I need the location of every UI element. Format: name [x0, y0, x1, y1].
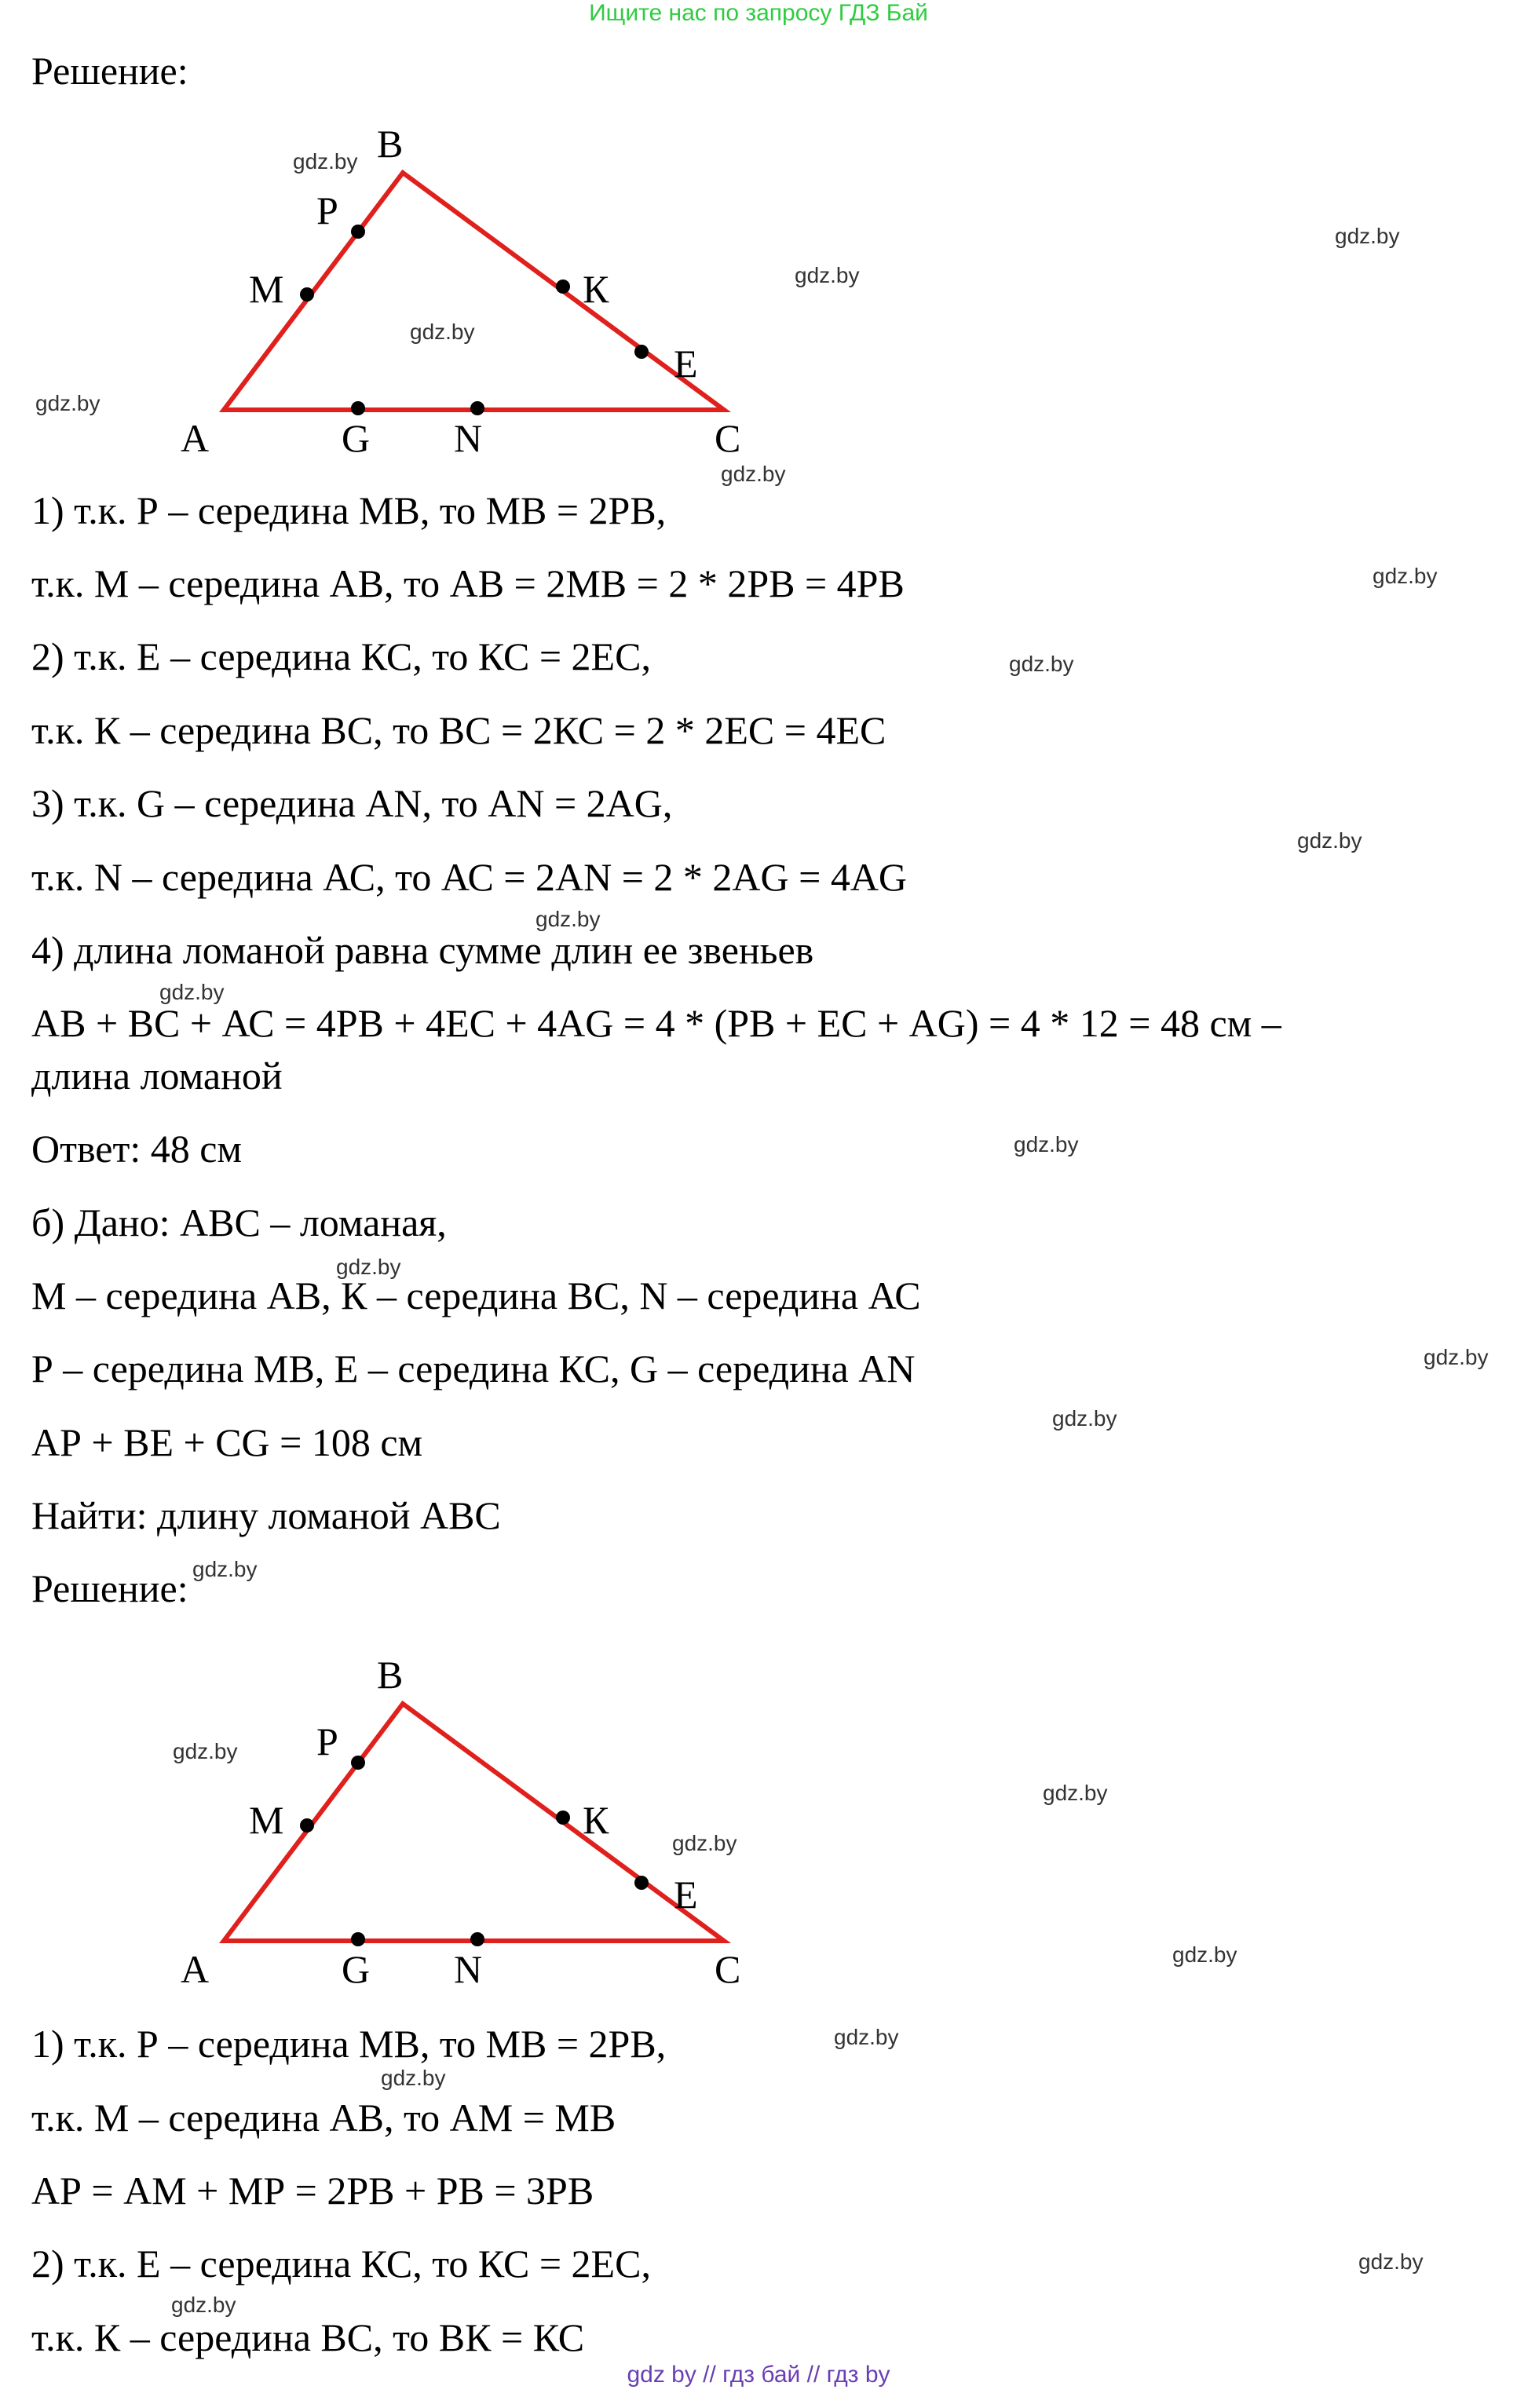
top-banner[interactable]: Ищите нас по запросу ГДЗ Бай — [589, 0, 928, 26]
triangle-abc — [224, 173, 724, 410]
watermark: gdz.by — [1043, 1781, 1108, 1805]
point-n — [470, 401, 484, 415]
point-g — [351, 401, 365, 415]
label-k-2: К — [583, 1798, 609, 1842]
step-3a: 3) т.к. G – середина AN, то AN = 2AG, — [31, 781, 673, 825]
point-p-2 — [351, 1756, 365, 1770]
watermark: gdz.by — [336, 1255, 401, 1279]
b-step-2b: т.к. К – середина ВС, то ВК = КС — [31, 2315, 585, 2359]
step-1a: 1) т.к. Р – середина МВ, то МВ = 2РВ, — [31, 488, 667, 532]
label-c: C — [715, 416, 741, 460]
step-4b: АВ + ВС + АС = 4РВ + 4ЕС + 4AG = 4 * (РВ + ЕС + AG) = 4 * 12 = 48 см – — [31, 1001, 1281, 1045]
label-e: E — [674, 342, 698, 385]
label-m: M — [249, 267, 284, 311]
b-step-1b: т.к. М – середина АВ, то АМ = МВ — [31, 2096, 616, 2139]
label-b-2: B — [377, 1653, 404, 1697]
triangle-figure-2 — [0, 1641, 785, 2002]
watermark: gdz.by — [834, 2025, 899, 2049]
label-n-2: N — [454, 1947, 483, 1991]
point-n-2 — [470, 1932, 484, 1946]
watermark: gdz.by — [381, 2066, 446, 2090]
given-2: Р – середина МВ, Е – середина КС, G – середина AN — [31, 1347, 916, 1390]
label-g-2: G — [342, 1947, 371, 1991]
label-a-2: A — [181, 1947, 210, 1991]
b-step-2a: 2) т.к. Е – середина КС, то КС = 2ЕС, — [31, 2242, 651, 2286]
watermark: gdz.by — [1373, 564, 1438, 588]
answer-a: Ответ: 48 см — [31, 1127, 243, 1171]
label-p-2: P — [316, 1719, 338, 1763]
point-g-2 — [351, 1932, 365, 1946]
label-k: К — [583, 267, 609, 311]
point-k-2 — [556, 1811, 570, 1825]
watermark: gdz.by — [672, 1831, 737, 1855]
watermark: gdz.by — [1014, 1132, 1079, 1156]
b-step-1c: АР = АМ + МР = 2РВ + РВ = 3РВ — [31, 2169, 594, 2213]
point-k — [556, 280, 570, 294]
step-2a: 2) т.к. Е – середина КС, то КС = 2ЕС, — [31, 634, 651, 678]
watermark: gdz.by — [536, 907, 601, 931]
triangle-figure-1 — [0, 118, 785, 479]
watermark: gdz.by — [171, 2293, 236, 2317]
label-e-2: E — [674, 1873, 698, 1917]
watermark: gdz.by — [1172, 1942, 1237, 1967]
label-c-2: C — [715, 1947, 741, 1991]
watermark: gdz.by — [159, 980, 225, 1004]
watermark: gdz.by — [410, 320, 475, 344]
watermark: gdz.by — [1424, 1345, 1489, 1369]
label-a: A — [181, 416, 210, 460]
b-step-1a: 1) т.к. Р – середина МВ, то МВ = 2РВ, — [31, 2022, 667, 2066]
step-4c: длина ломаной — [31, 1054, 283, 1098]
watermark: gdz.by — [1358, 2249, 1424, 2274]
given-1: М – середина АВ, К – середина ВС, N – середина АС — [31, 1273, 921, 1317]
triangle-abc-2 — [224, 1704, 724, 1941]
watermark: gdz.by — [173, 1739, 238, 1763]
point-e — [634, 345, 649, 359]
watermark: gdz.by — [293, 149, 358, 174]
watermark: gdz.by — [192, 1557, 258, 1581]
given-heading: б) Дано: АВС – ломаная, — [31, 1200, 447, 1244]
point-e-2 — [634, 1876, 649, 1890]
step-4a: 4) длина ломаной равна сумме длин ее звеньев — [31, 928, 814, 972]
label-n: N — [454, 416, 483, 460]
solution-heading: Решение: — [31, 49, 188, 93]
point-m-2 — [300, 1818, 314, 1832]
solution-heading-2: Решение: — [31, 1566, 188, 1610]
watermark: gdz.by — [721, 462, 786, 486]
label-m-2: M — [249, 1798, 284, 1842]
watermark: gdz.by — [1297, 828, 1362, 853]
watermark: gdz.by — [1335, 224, 1400, 248]
step-1b: т.к. М – середина АВ, то АВ = 2МВ = 2 * 2РВ = 4РВ — [31, 561, 905, 605]
label-g: G — [342, 416, 371, 460]
given-3: АР + ВЕ + CG = 108 см — [31, 1420, 423, 1464]
watermark: gdz.by — [795, 263, 860, 287]
watermark: gdz.by — [35, 391, 101, 415]
watermark: gdz.by — [1009, 652, 1074, 676]
label-b: B — [377, 122, 404, 166]
step-2b: т.к. К – середина ВС, то ВС = 2КС = 2 * 2ЕС = 4ЕС — [31, 708, 886, 752]
point-p — [351, 225, 365, 239]
label-p: P — [316, 188, 338, 232]
footer-links[interactable]: gdz by // гдз бай // гдз by — [627, 2362, 890, 2388]
find-line: Найти: длину ломаной АВС — [31, 1493, 501, 1537]
step-3b: т.к. N – середина АС, то АС = 2AN = 2 * 2AG = 4AG — [31, 855, 908, 899]
point-m — [300, 287, 314, 301]
watermark: gdz.by — [1052, 1406, 1117, 1431]
